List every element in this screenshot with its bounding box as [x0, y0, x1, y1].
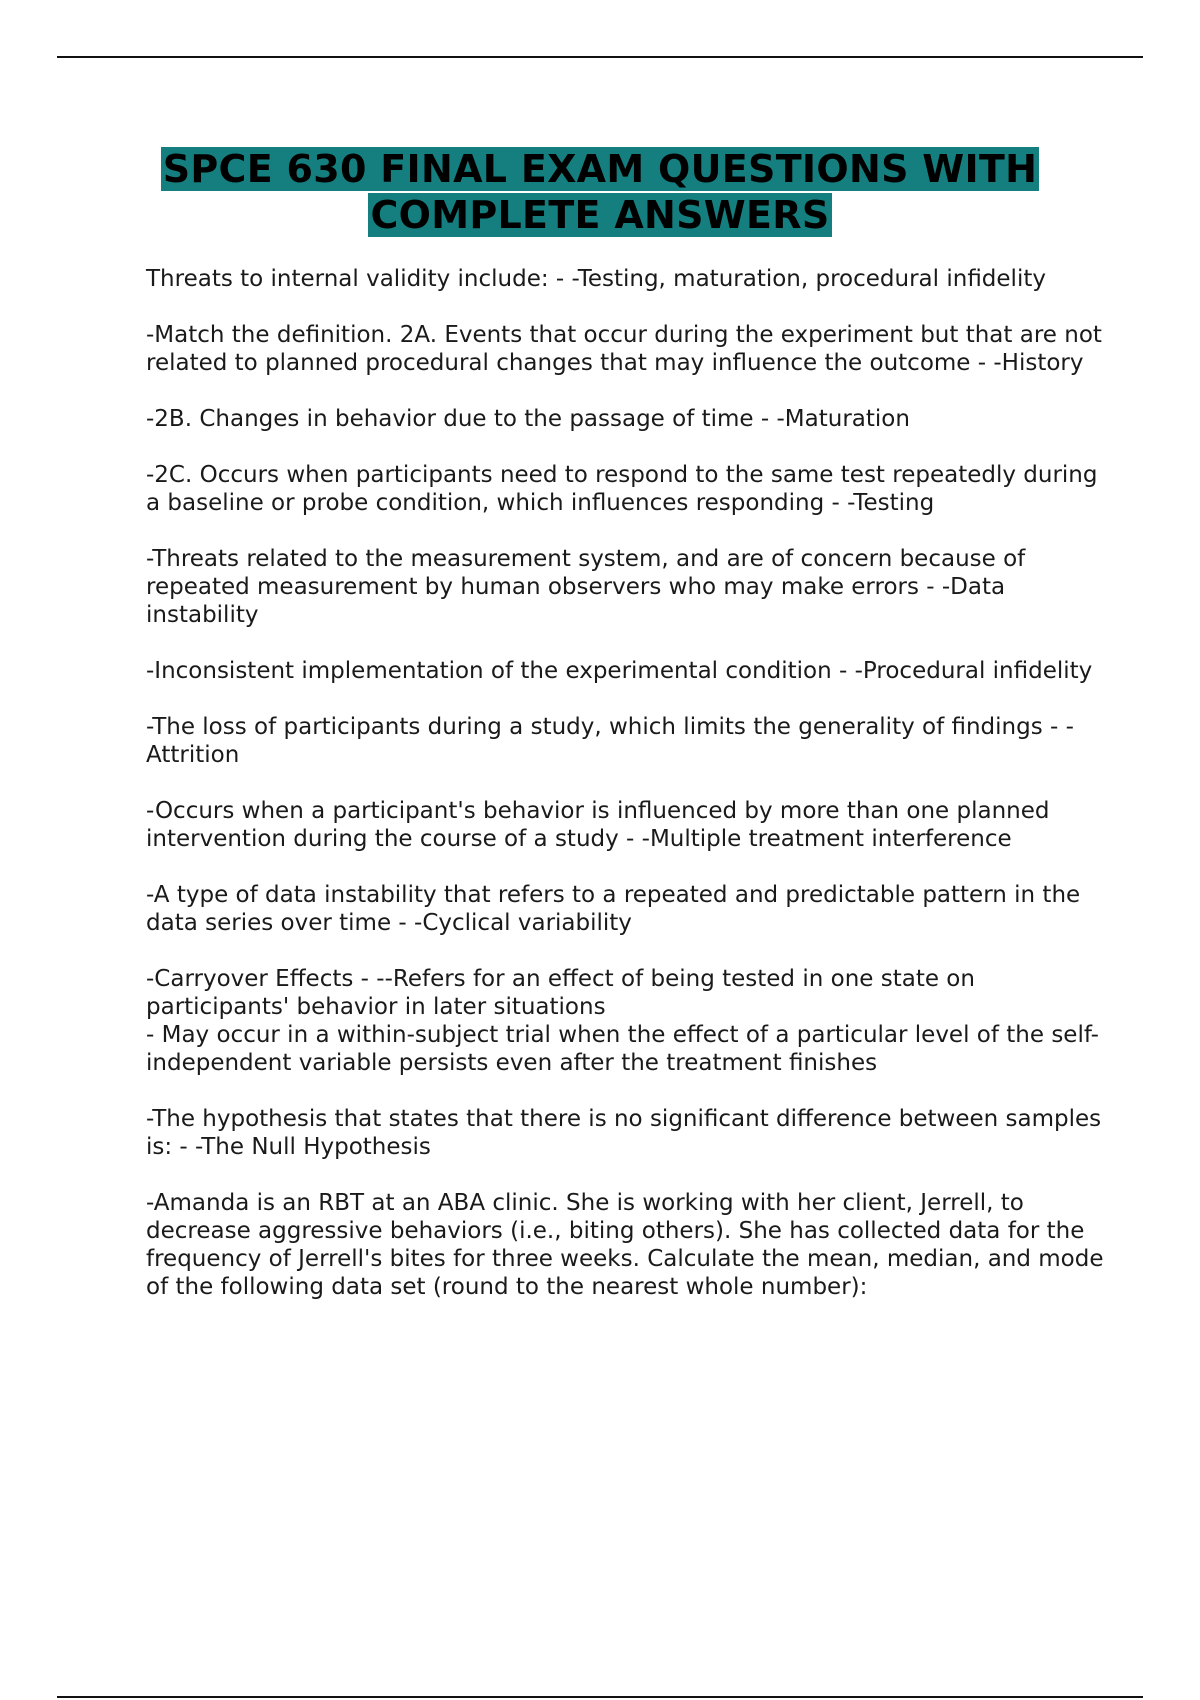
paragraph: -Occurs when a participant's behavior is influenced by more than one planned intervention during the course of a study - -Multiple treatment interference [146, 798, 1050, 852]
paragraph: Threats to internal validity include: - -Testing, maturation, procedural infidelity [146, 266, 1046, 292]
top-rule [57, 56, 1143, 58]
paragraph: -Inconsistent implementation of the experimental condition - -Procedural infidelity [146, 658, 1093, 684]
title-line-1: SPCE 630 FINAL EXAM QUESTIONS WITH [162, 147, 1038, 191]
paragraph: -2B. Changes in behavior due to the passage of time - -Maturation [146, 406, 910, 432]
paragraph: -Carryover Effects - --Refers for an effect of being tested in one state on participants' behavior in later situations - May occur in a within-subject trial when the effect of a particular level of the self-independent variable persists even after the treatment finishes [146, 966, 1099, 1076]
paragraph: -The hypothesis that states that there is no significant difference between samples is: - -The Null Hypothesis [146, 1106, 1102, 1160]
title-line-2: COMPLETE ANSWERS [370, 193, 830, 237]
document-title [0, 146, 1200, 238]
bottom-rule [57, 1696, 1143, 1698]
paragraph: -Match the definition. 2A. Events that occur during the experiment but that are not related to planned procedural changes that may influence the outcome - -History [146, 322, 1102, 376]
paragraph: -Threats related to the measurement system, and are of concern because of repeated measurement by human observers who may make errors - -Data instability [146, 546, 1026, 628]
paragraph: -The loss of participants during a study, which limits the generality of findings - -Attrition [146, 714, 1074, 768]
document-body [146, 265, 1106, 1329]
paragraph: -A type of data instability that refers to a repeated and predictable pattern in the data series over time - -Cyclical variability [146, 882, 1081, 936]
paragraph: -2C. Occurs when participants need to respond to the same test repeatedly during a baseline or probe condition, which influences responding - -Testing [146, 462, 1098, 516]
paragraph: -Amanda is an RBT at an ABA clinic. She is working with her client, Jerrell, to decrease aggressive behaviors (i.e., biting others). She has collected data for the frequency of Jerrell's bites for three weeks. Calculate the mean, median, and mode of the following data set (round to the nearest whole number): [146, 1190, 1104, 1300]
